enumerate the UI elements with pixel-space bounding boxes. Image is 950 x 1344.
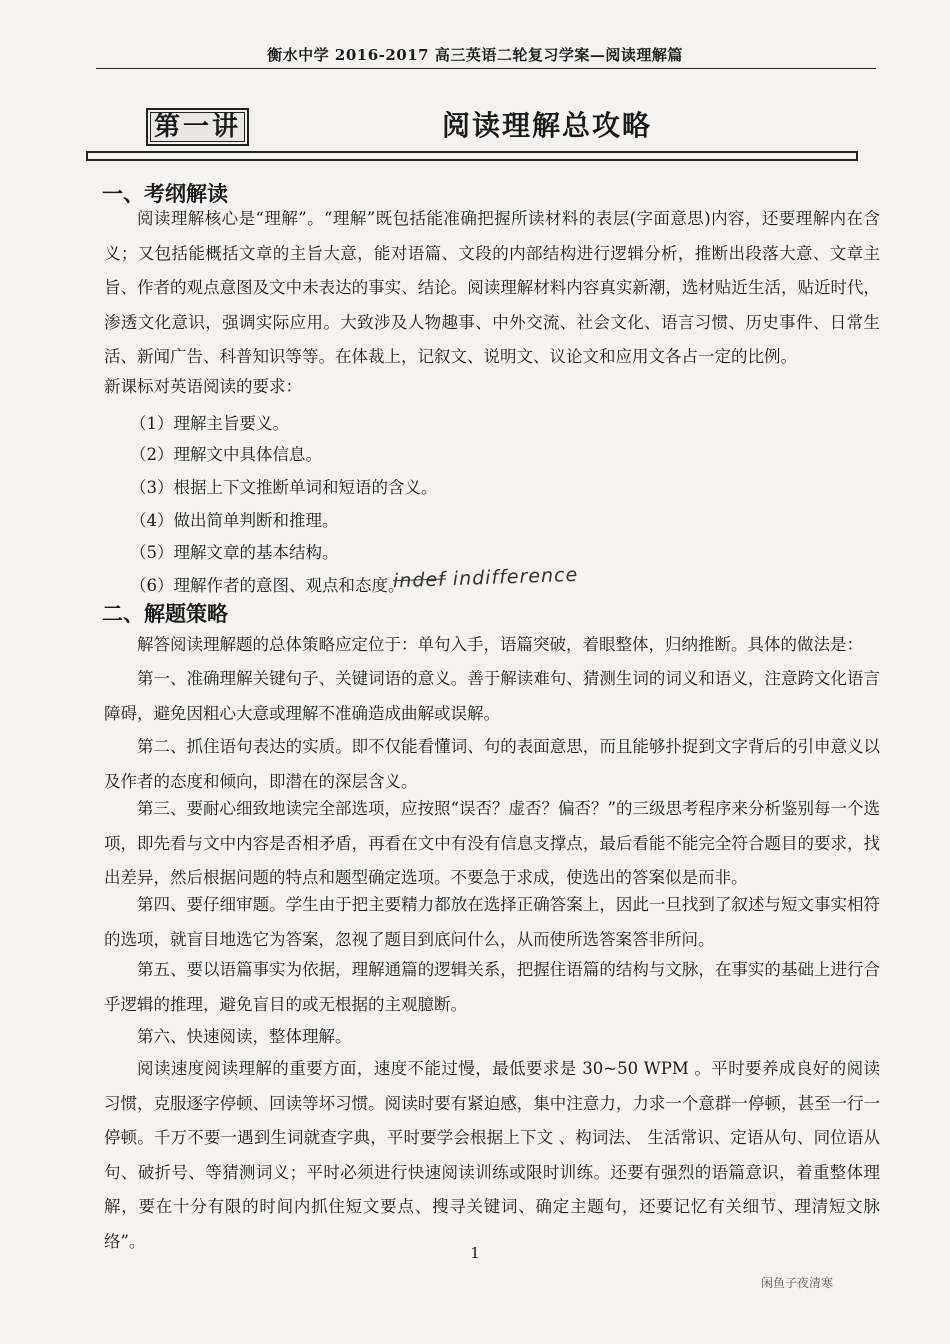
strategy-point-3: 第三、要耐心细致地读完全部选项，应按照“误否？虚否？偏否？”的三级思考程序来分析鉴别每一个选项，即先看与文中内容是否相矛盾，再看在文中有没有信息支撑点，最后看能不能完全符合题目的要求，找出差异，然后根据问题的特点和题型确定选项。不要急于求成，使选出的答案似是而非。 bbox=[104, 799, 880, 887]
strategy-point-1: 第一、准确理解关键句子、关键词语的意义。善于解读难句、猜测生词的词义和语义，注意跨文化语言障碍，避免因粗心大意或理解不准确造成曲解或误解。 bbox=[104, 669, 880, 723]
handwritten-note bbox=[393, 564, 579, 592]
title-divider bbox=[86, 151, 858, 161]
handwritten-struck-word: indef bbox=[392, 568, 447, 593]
requirements-intro: 新课标对英语阅读的要求： bbox=[104, 377, 302, 396]
requirement-item-6: （6）理解作者的意图、观点和态度。 bbox=[130, 576, 405, 595]
lecture-label: 第一讲 bbox=[146, 108, 249, 146]
requirement-item-3: （3）根据上下文推断单词和短语的含义。 bbox=[130, 478, 438, 497]
strategy-point-5: 第五、要以语篇事实为依据，理解通篇的逻辑关系，把握住语篇的结构与文脉，在事实的基础上进行合乎逻辑的推理，避免盲目的或无根据的主观臆断。 bbox=[104, 960, 880, 1014]
syllabus-paragraph: 阅读理解核心是“理解”。“理解”既包括能准确把握所读材料的表层(字面意思)内容，还要理解内在含义；又包括能概括文章的主旨大意，能对语篇、文段的内部结构进行逻辑分析，推断出段落大意、文章主旨、作者的观点意图及文中未表达的事实、结论。阅读理解材料内容真实新潮，选材贴近生活，贴近时代，渗透文化意识，强调实际应用。大致涉及人物趣事、中外交流、社会文化、语言习惯、历史事件、日常生活、新闻广告、科普知识等等。在体裁上，记叙文、说明文、议论文和应用文各占一定的比例。 bbox=[104, 209, 880, 366]
strategy-point-2: 第二、抓住语句表达的实质。即不仅能看懂词、句的表面意思，而且能够扑捉到文字背后的引申意义以及作者的态度和倾向，即潜在的深层含义。 bbox=[104, 737, 880, 791]
lecture-title: 阅读理解总攻略 bbox=[442, 109, 653, 142]
handwritten-word: indifference bbox=[452, 563, 579, 591]
page-number: 1 bbox=[470, 1244, 480, 1262]
strategy-intro: 解答阅读理解题的总体策略应定位于：单句入手，语篇突破，着眼整体，归纳推断。具体的做法是： bbox=[137, 635, 863, 654]
requirement-item-2: （2）理解文中具体信息。 bbox=[130, 445, 322, 464]
section-heading-strategy: 二、解题策略 bbox=[102, 601, 228, 626]
running-header: 衡水中学 2016-2017 高三英语二轮复习学案—阅读理解篇 bbox=[267, 46, 683, 64]
reading-speed-paragraph: 阅读速度阅读理解的重要方面，速度不能过慢，最低要求是 30~50 WPM 。平时要养成良好的阅读习惯，克服逐字停顿、回读等坏习惯。阅读时要有紧迫感，集中注意力，力求一个意群一停顿，甚至一行一停顿。千万不要一遇到生词就查字典，平时要学会根据上下文 、构词法、 生活常识、定语从句、同位语从句、破折号、等猜测词义；平时必须进行快速阅读训练或限时训练。还要有强烈的语篇意识，着重整体理解，要在十分有限的时间内抓住短文要点、搜寻关键词、确定主题句，还要记忆有关细节、理清短文脉络”。 bbox=[104, 1059, 880, 1251]
requirement-item-1: （1）理解主旨要义。 bbox=[130, 414, 289, 433]
section-heading-syllabus: 一、考纲解读 bbox=[102, 181, 228, 206]
header-rule bbox=[96, 68, 876, 69]
watermark: 闲鱼子夜清寒 bbox=[761, 1276, 834, 1290]
requirement-item-4: （4）做出简单判断和推理。 bbox=[130, 511, 339, 530]
strategy-point-6: 第六、快速阅读，整体理解。 bbox=[137, 1027, 352, 1046]
requirement-item-5: （5）理解文章的基本结构。 bbox=[130, 543, 339, 562]
strategy-point-4: 第四、要仔细审题。学生由于把主要精力都放在选择正确答案上，因此一旦找到了叙述与短文事实相符的选项，就盲目地选它为答案，忽视了题目到底问什么，从而使所选答案答非所问。 bbox=[104, 895, 880, 949]
